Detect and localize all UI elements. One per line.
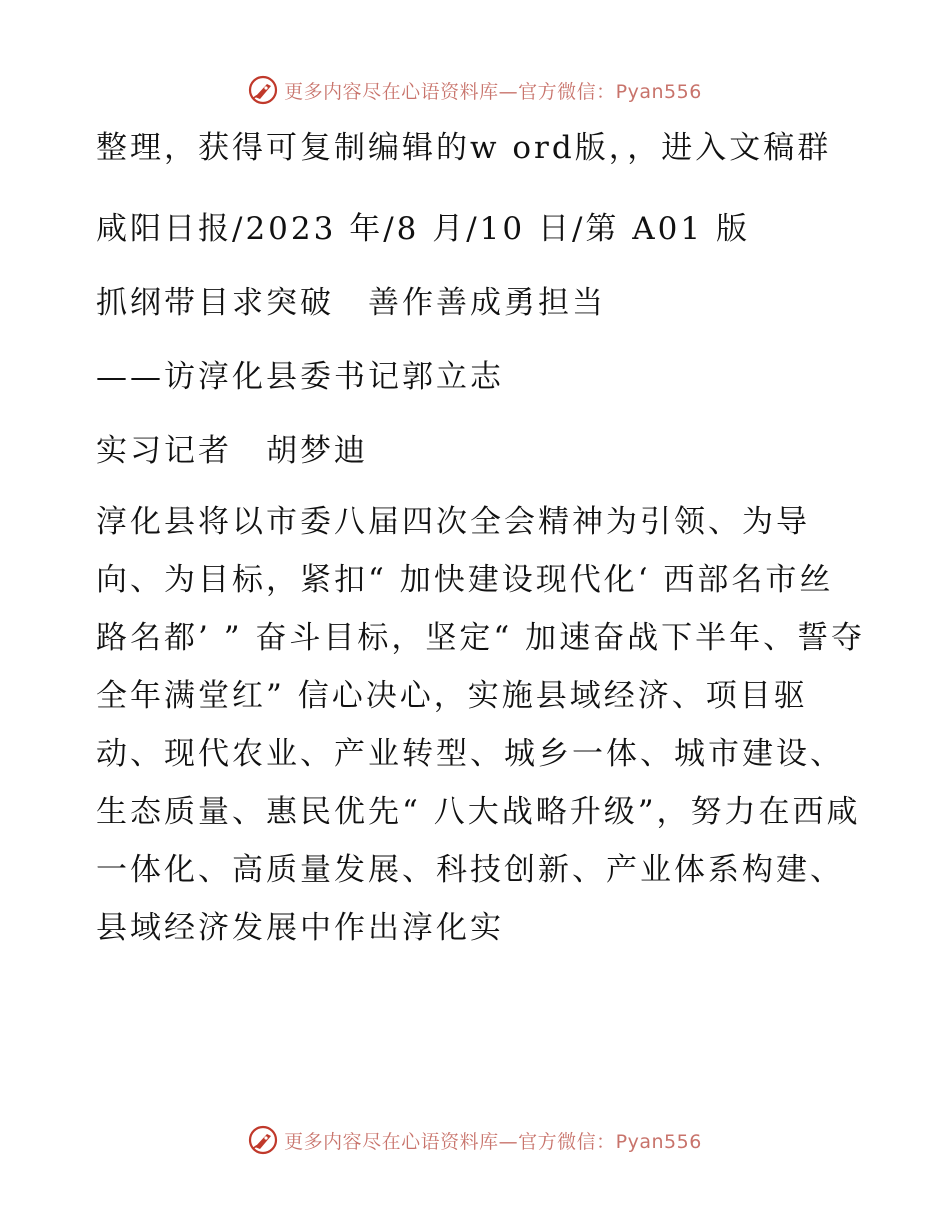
- watermark-text: 更多内容尽在心语资料库—官方微信：Pyan556: [284, 1130, 702, 1153]
- pen-nib-logo-icon: [248, 75, 278, 105]
- source-line: 咸阳日报/2023 年/8 月/10 日/第 A01 版: [96, 211, 750, 247]
- watermark-text: 更多内容尽在心语资料库—官方微信：Pyan556: [284, 80, 702, 103]
- article-subheadline: ——访淳化县委书记郭立志: [96, 359, 504, 395]
- pen-nib-logo-icon: [248, 1125, 278, 1155]
- article-byline: 实习记者 胡梦迪: [96, 433, 368, 469]
- intro-paragraph: 整理，获得可复制编辑的w ord版，，进入文稿群: [96, 130, 832, 166]
- article-headline: 抓纲带目求突破 善作善成勇担当: [96, 285, 606, 321]
- footer-watermark: [0, 1120, 950, 1160]
- header-watermark: [0, 70, 950, 110]
- document-body: [96, 120, 866, 957]
- article-body-paragraph: 淳化县将以市委八届四次全会精神为引领、为导向、为目标，紧扣“ 加快建设现代化‘ 西部名市丝路名都’ ” 奋斗目标，坚定“ 加速奋战下半年、誓夺全年满堂红” 信心决心，实施县域经济、项目驱动、现代农业、产业转型、城乡一体、城市建设、生态质量、惠民优先“ 八大战略升级”，努力在西咸一体化、高质量发展、科技创新、产业体系构建、县域经济发展中作出淳化实: [96, 504, 866, 946]
